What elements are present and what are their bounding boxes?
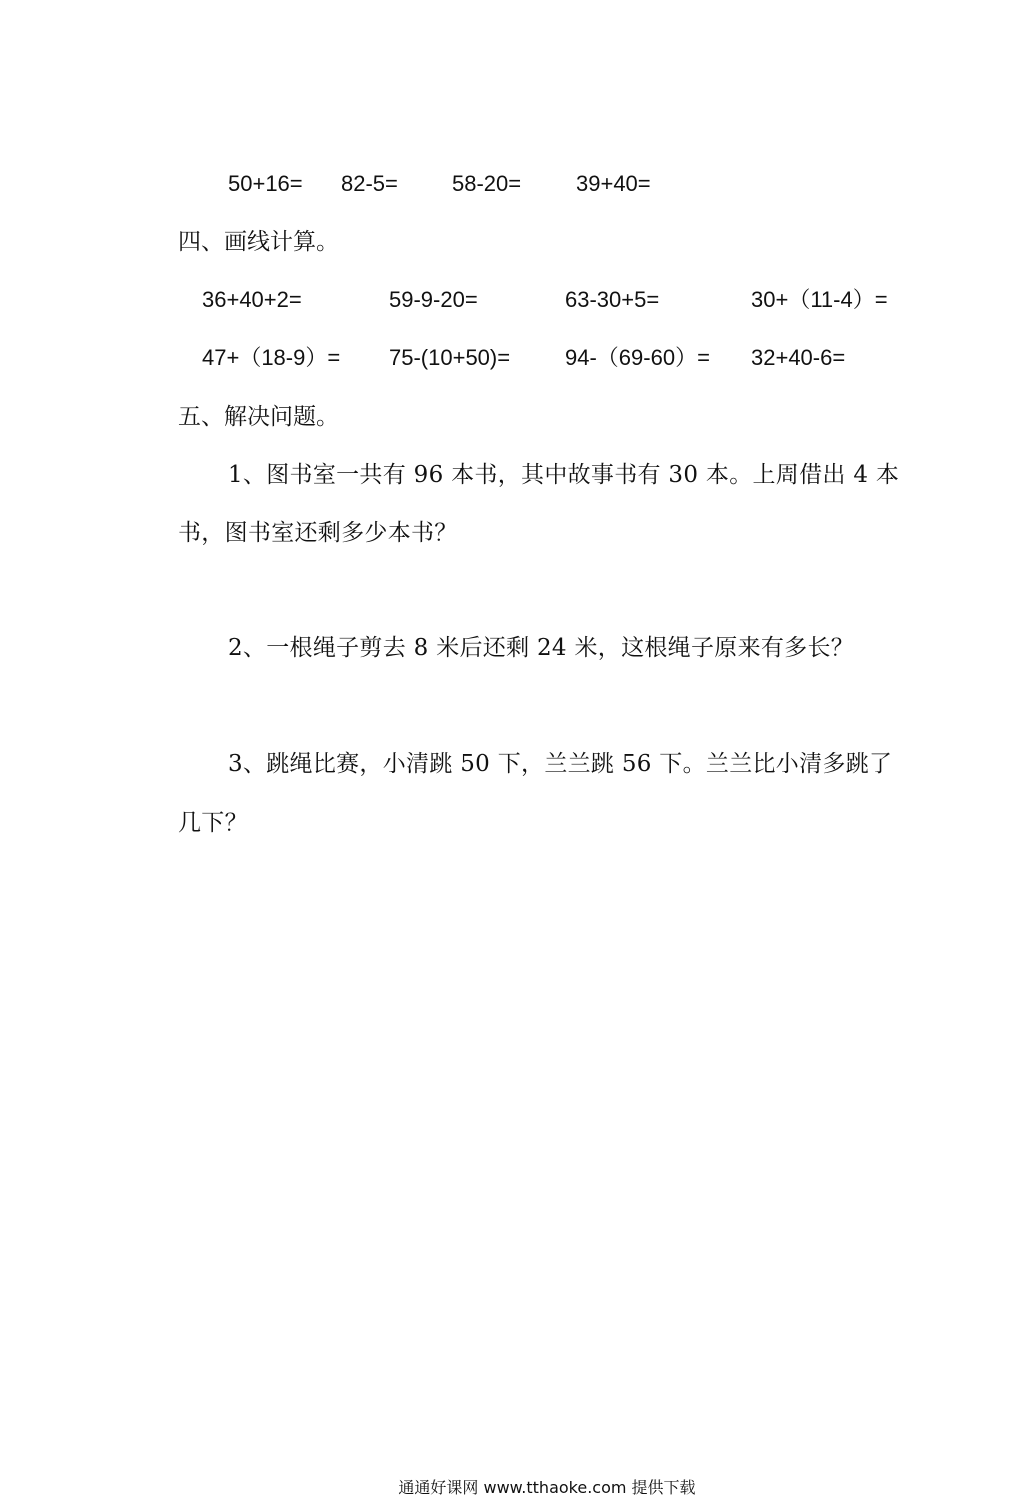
expression-82-minus-5: 82-5= <box>341 171 398 196</box>
question-3-line-2: 几下？ <box>178 810 248 836</box>
expression-50-plus-16: 50+16= <box>228 171 303 196</box>
question-1-line-1: 1、图书室一共有 96 本书，其中故事书有 30 本。上周借出 4 本 <box>228 462 900 488</box>
question-3-line-1: 3、跳绳比赛，小清跳 50 下，兰兰跳 56 下。兰兰比小清多跳了 <box>228 751 893 777</box>
question-2-line-1: 2、一根绳子剪去 8 米后还剩 24 米，这根绳子原来有多长？ <box>228 635 855 661</box>
expression-47-paren-18-9: 47+（18-9）= <box>202 345 341 370</box>
expression-39-plus-40: 39+40= <box>576 171 651 196</box>
expression-59-9-20: 59-9-20= <box>389 287 478 312</box>
expression-58-minus-20: 58-20= <box>452 171 522 196</box>
question-1-line-2: 书，图书室还剩多少本书？ <box>178 520 458 546</box>
section-4-title: 四、画线计算。 <box>178 229 339 255</box>
expression-32-40-6: 32+40-6= <box>751 345 846 370</box>
footer-source-note: 通通好课网 www.tthaoke.com 提供下载 <box>398 1478 696 1497</box>
expression-75-paren-10-50: 75-(10+50)= <box>389 345 511 370</box>
expression-36-40-2: 36+40+2= <box>202 287 302 312</box>
expression-63-30-5: 63-30+5= <box>565 287 660 312</box>
expression-94-paren-69-60: 94-（69-60）= <box>565 345 710 370</box>
expression-30-paren-11-4: 30+（11-4）= <box>751 287 888 312</box>
section-5-title: 五、解决问题。 <box>178 404 339 430</box>
